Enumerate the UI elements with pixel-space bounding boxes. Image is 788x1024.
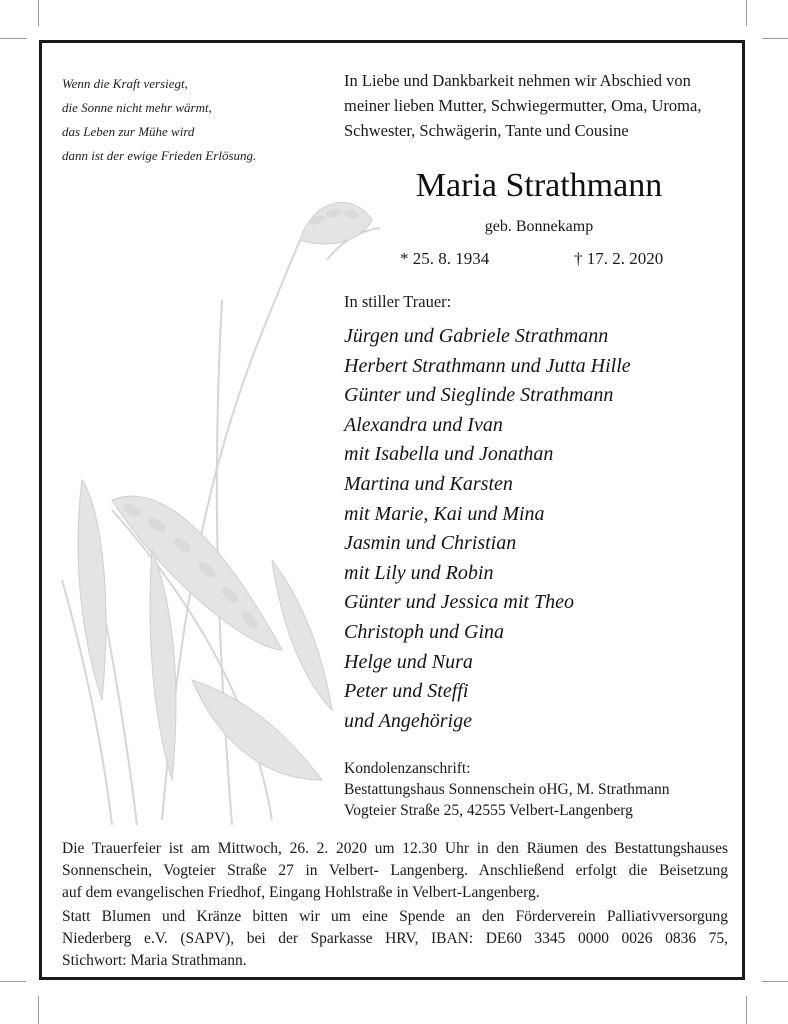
poem-line: das Leben zur Mühe wird (62, 124, 195, 139)
donation-line: Niederberg e.V. (SAPV), bei der Sparkasse HRV, IBAN: DE60 3345 0000 0026 0836 75, (62, 930, 728, 947)
crop-mark-top-left-h (0, 38, 26, 39)
poem-line: dann ist der ewige Frieden Erlösung. (62, 148, 257, 163)
donation-line: Statt Blumen und Kränze bitten wir um eine Spende an den Förderverein Palliativversorgung (62, 908, 728, 925)
mourner-name: Jasmin und Christian (344, 532, 517, 555)
mourner-name: mit Marie, Kai und Mina (344, 502, 545, 525)
donation-line: Stichwort: Maria Strathmann. (62, 952, 247, 969)
crop-mark-bottom-right-v (746, 996, 747, 1024)
mourner-name: Helge und Nura (344, 650, 473, 673)
poem (62, 72, 322, 168)
crop-mark-top-right-v (746, 0, 747, 26)
condolence-address (344, 758, 744, 821)
ceremony-line: Die Trauerfeier ist am Mittwoch, 26. 2. 2020 um 12.30 Uhr in den Räumen des Bestattungshauses (62, 840, 728, 857)
deceased-name: Maria Strathmann (415, 167, 663, 204)
mourner-name: Günter und Jessica mit Theo (344, 591, 574, 614)
birth-date: * 25. 8. 1934 (400, 249, 490, 268)
poem-line: Wenn die Kraft versiegt, (62, 76, 188, 91)
mourner-name: und Angehörige (344, 709, 472, 732)
mourner-name: Herbert Strathmann und Jutta Hille (344, 354, 631, 377)
mourner-name: Christoph und Gina (344, 620, 505, 643)
mourner-name: Peter und Steffi (344, 680, 469, 703)
mourner-name: mit Isabella und Jonathan (344, 443, 554, 466)
condolence-line: Vogteier Straße 25, 42555 Velbert-Langenberg (344, 802, 633, 819)
ceremony-line: Sonnenschein, Vogteier Straße 27 in Velbert- Langenberg. Anschließend erfolgt die Beisetzung (62, 862, 728, 879)
intro-line: meiner lieben Mutter, Schwiegermutter, Oma, Uroma, (344, 96, 702, 115)
ceremony-line: auf dem evangelischen Friedhof, Eingang Hohlstraße in Velbert-Langenberg. (62, 884, 540, 901)
donation-info (62, 906, 728, 972)
crop-mark-bottom-left-v (38, 996, 39, 1024)
mourner-name: Alexandra und Ivan (344, 413, 503, 436)
crop-mark-top-left-v (38, 0, 39, 26)
birth-name: geb. Bonnekamp (484, 218, 594, 235)
crop-mark-top-right-h (762, 38, 788, 39)
condolence-heading: Kondolenzanschrift: (344, 760, 471, 777)
mourning-heading: In stiller Trauer: (344, 292, 452, 311)
wheat-ears-icon (42, 180, 382, 830)
death-date: † 17. 2. 2020 (574, 249, 664, 268)
poem-line: die Sonne nicht mehr wärmt, (62, 100, 212, 115)
condolence-line: Bestattungshaus Sonnenschein oHG, M. Strathmann (344, 781, 670, 798)
crop-mark-bottom-right-h (762, 981, 788, 982)
mourner-name: mit Lily und Robin (344, 561, 494, 584)
mourners-list (344, 322, 734, 736)
ceremony-info (62, 838, 728, 904)
mourner-name: Jürgen und Gabriele Strathmann (344, 325, 609, 347)
intro-line: In Liebe und Dankbarkeit nehmen wir Abschied von (344, 71, 691, 90)
intro-text (344, 68, 734, 143)
mourner-name: Günter und Sieglinde Strathmann (344, 384, 614, 407)
intro-line: Schwester, Schwägerin, Tante und Cousine (344, 121, 629, 140)
crop-mark-bottom-left-h (0, 981, 26, 982)
mourner-name: Martina und Karsten (344, 472, 513, 495)
